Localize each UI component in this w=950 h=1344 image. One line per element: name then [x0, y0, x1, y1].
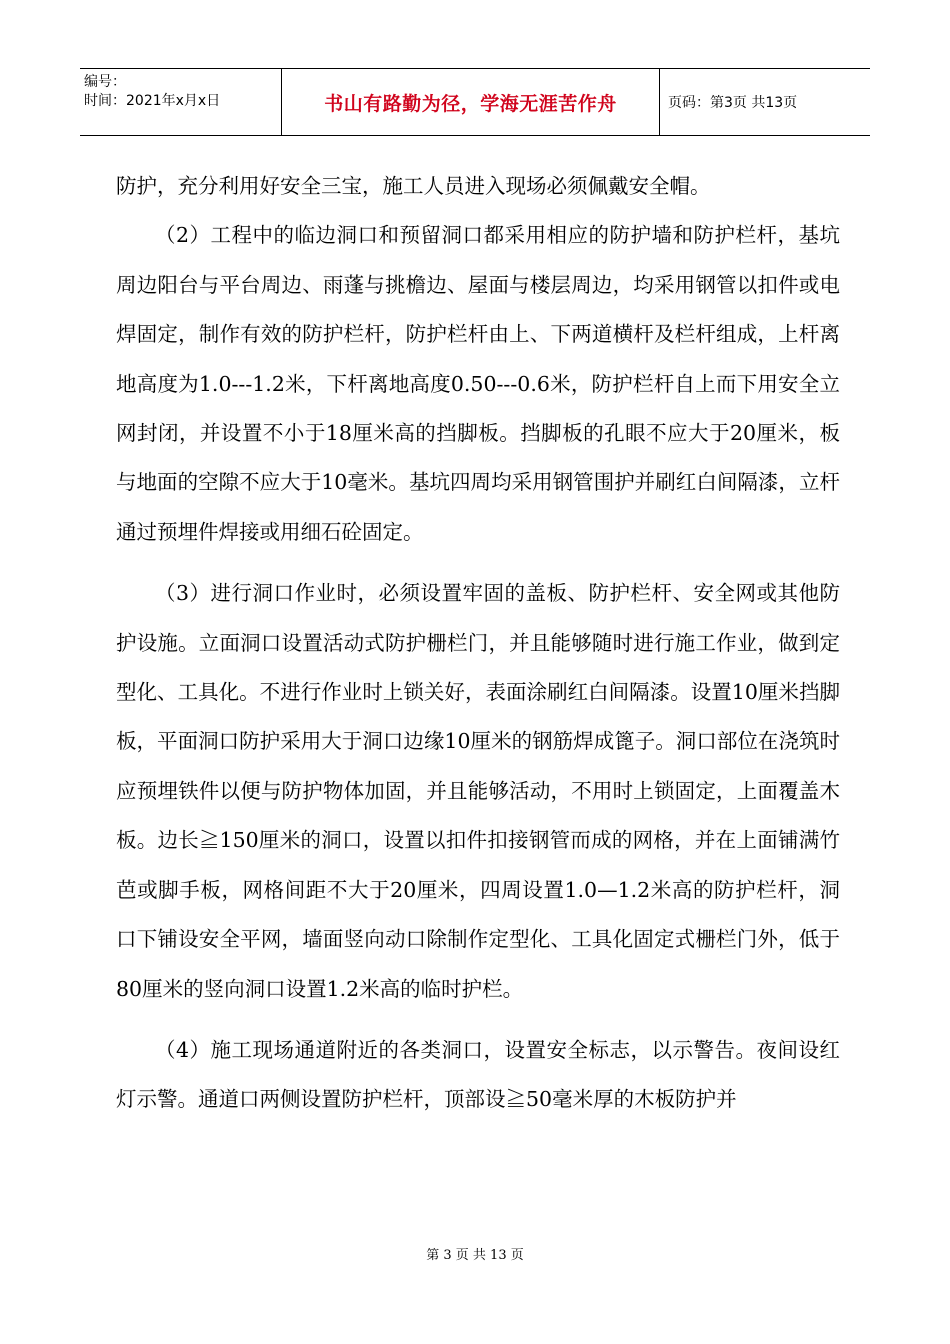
- header-meta-cell: [80, 69, 282, 135]
- header-motto-cell: [282, 69, 660, 135]
- header-page-info: 页码：第3页 共13页: [668, 95, 798, 111]
- paragraph-continuation: 防护，充分利用好安全三宝，施工人员进入现场必须佩戴安全帽。: [116, 174, 711, 198]
- document-number-label: 编号：: [84, 74, 126, 90]
- document-date-label: 时间：2021年x月x日: [84, 93, 221, 109]
- page-footer: 第 3 页 共 13 页: [426, 1248, 524, 1263]
- document-body: [116, 162, 840, 1125]
- header-page-cell: [660, 69, 870, 135]
- paragraph-item-4: （4）施工现场通道附近的各类洞口，设置安全标志，以示警告。夜间设红灯示警。通道口两侧设置防护栏杆，顶部设≧50毫米厚的木板防护并: [116, 1037, 840, 1112]
- header-motto: 书山有路勤为径，学海无涯苦作舟: [324, 92, 617, 115]
- document-header: [80, 68, 870, 136]
- paragraph-item-3: （3）进行洞口作业时，必须设置牢固的盖板、防护栏杆、安全网或其他防护设施。立面洞口设置活动式防护栅栏门，并且能够随时进行施工作业，做到定型化、工具化。不进行作业时上锁关好，表面涂刷红白间隔漆。设置10厘米挡脚板，平面洞口防护采用大于洞口边缘10厘米的钢筋焊成篦子。洞口部位在浇筑时应预埋铁件以便与防护物体加固，并且能够活动，不用时上锁固定，上面覆盖木板。边长≧150厘米的洞口，设置以扣件扣接钢管而成的网格，并在上面铺满竹芭或脚手板，网格间距不大于20厘米，四周设置1.0—1.2米高的防护栏杆，洞口下铺设安全平网，墙面竖向动口除制作定型化、工具化固定式栅栏门外，低于80厘米的竖向洞口设置1.2米高的临时护栏。: [116, 581, 840, 1001]
- paragraph-item-2: （2）工程中的临边洞口和预留洞口都采用相应的防护墙和防护栏杆，基坑周边阳台与平台周边、雨蓬与挑檐边、屋面与楼层周边，均采用钢管以扣件或电焊固定，制作有效的防护栏杆，防护栏杆由上、下两道横杆及栏杆组成，上杆离地高度为1.0---1.2米，下杆离地高度0.50---0.6米，防护栏杆自上而下用安全立网封闭，并设置不小于18厘米高的挡脚板。挡脚板的孔眼不应大于20厘米，板与地面的空隙不应大于10毫米。基坑四周均采用钢管围护并刷红白间隔漆，立杆通过预埋件焊接或用细石砼固定。: [116, 223, 840, 544]
